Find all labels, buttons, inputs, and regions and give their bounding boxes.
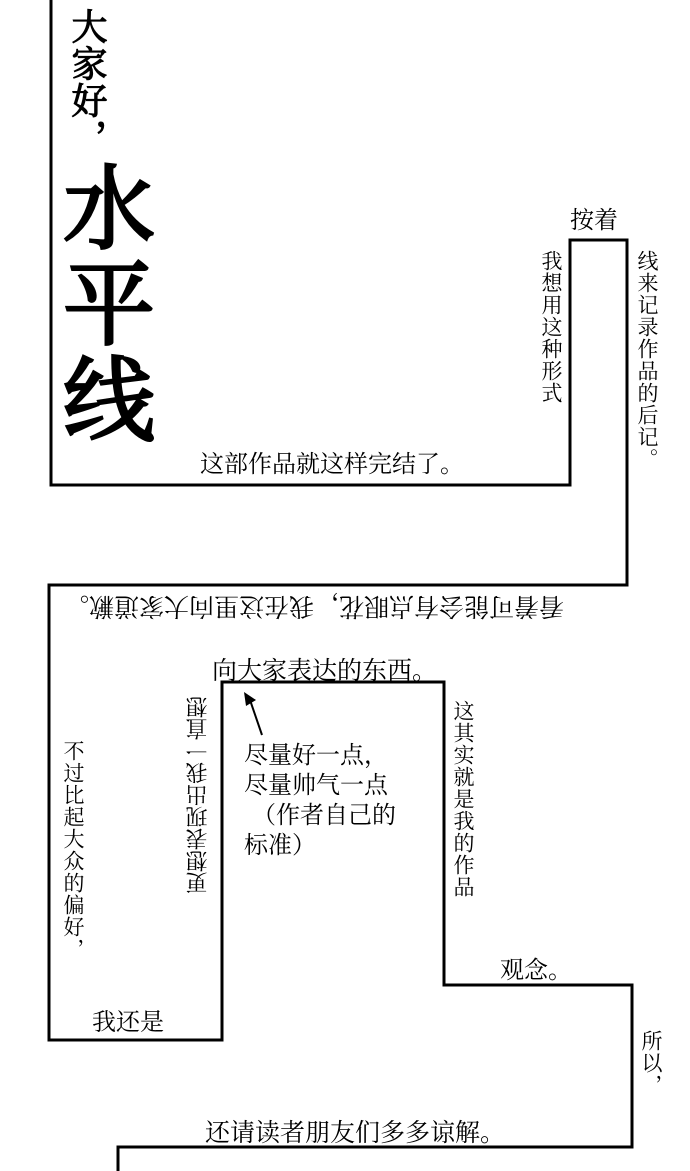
work-title: 水平线 (48, 160, 155, 448)
i-want-text: 我想用这种形式 (539, 250, 563, 404)
annotation-arrow (250, 700, 262, 735)
so-text: 所以， (639, 1030, 663, 1096)
arrowhead (244, 692, 256, 706)
please-text: 还请读者朋友们多多谅解。 (205, 1118, 506, 1147)
i-still-text: 我还是 (92, 1008, 164, 1036)
greeting-text: 大家好， (66, 8, 107, 156)
note-line-1: 尽量好一点， (244, 741, 388, 769)
author-note (244, 740, 396, 860)
ended-text: 这部作品就这样完结了。 (200, 450, 464, 478)
concept-text: 观念。 (500, 956, 572, 984)
note-line-4: 标准） (244, 831, 316, 859)
more-want-text: 更想表现出我一直想 (186, 696, 211, 894)
actually-text: 这其实就是我的作品 (451, 700, 475, 898)
note-line-2: 尽量帅气一点 (244, 771, 388, 799)
convey-text: 向大家表达的东西。 (212, 656, 438, 685)
along-text: 按着 (570, 206, 618, 234)
reader-apology-text: 看着可能会有点眼花，我在这里向大家道歉。 (64, 592, 565, 621)
although-text: 不过比起大众的偏好， (61, 740, 85, 960)
line-record-text: 线来记录作品的后记。 (635, 250, 659, 470)
note-line-3: （作者自己的 (252, 801, 396, 829)
